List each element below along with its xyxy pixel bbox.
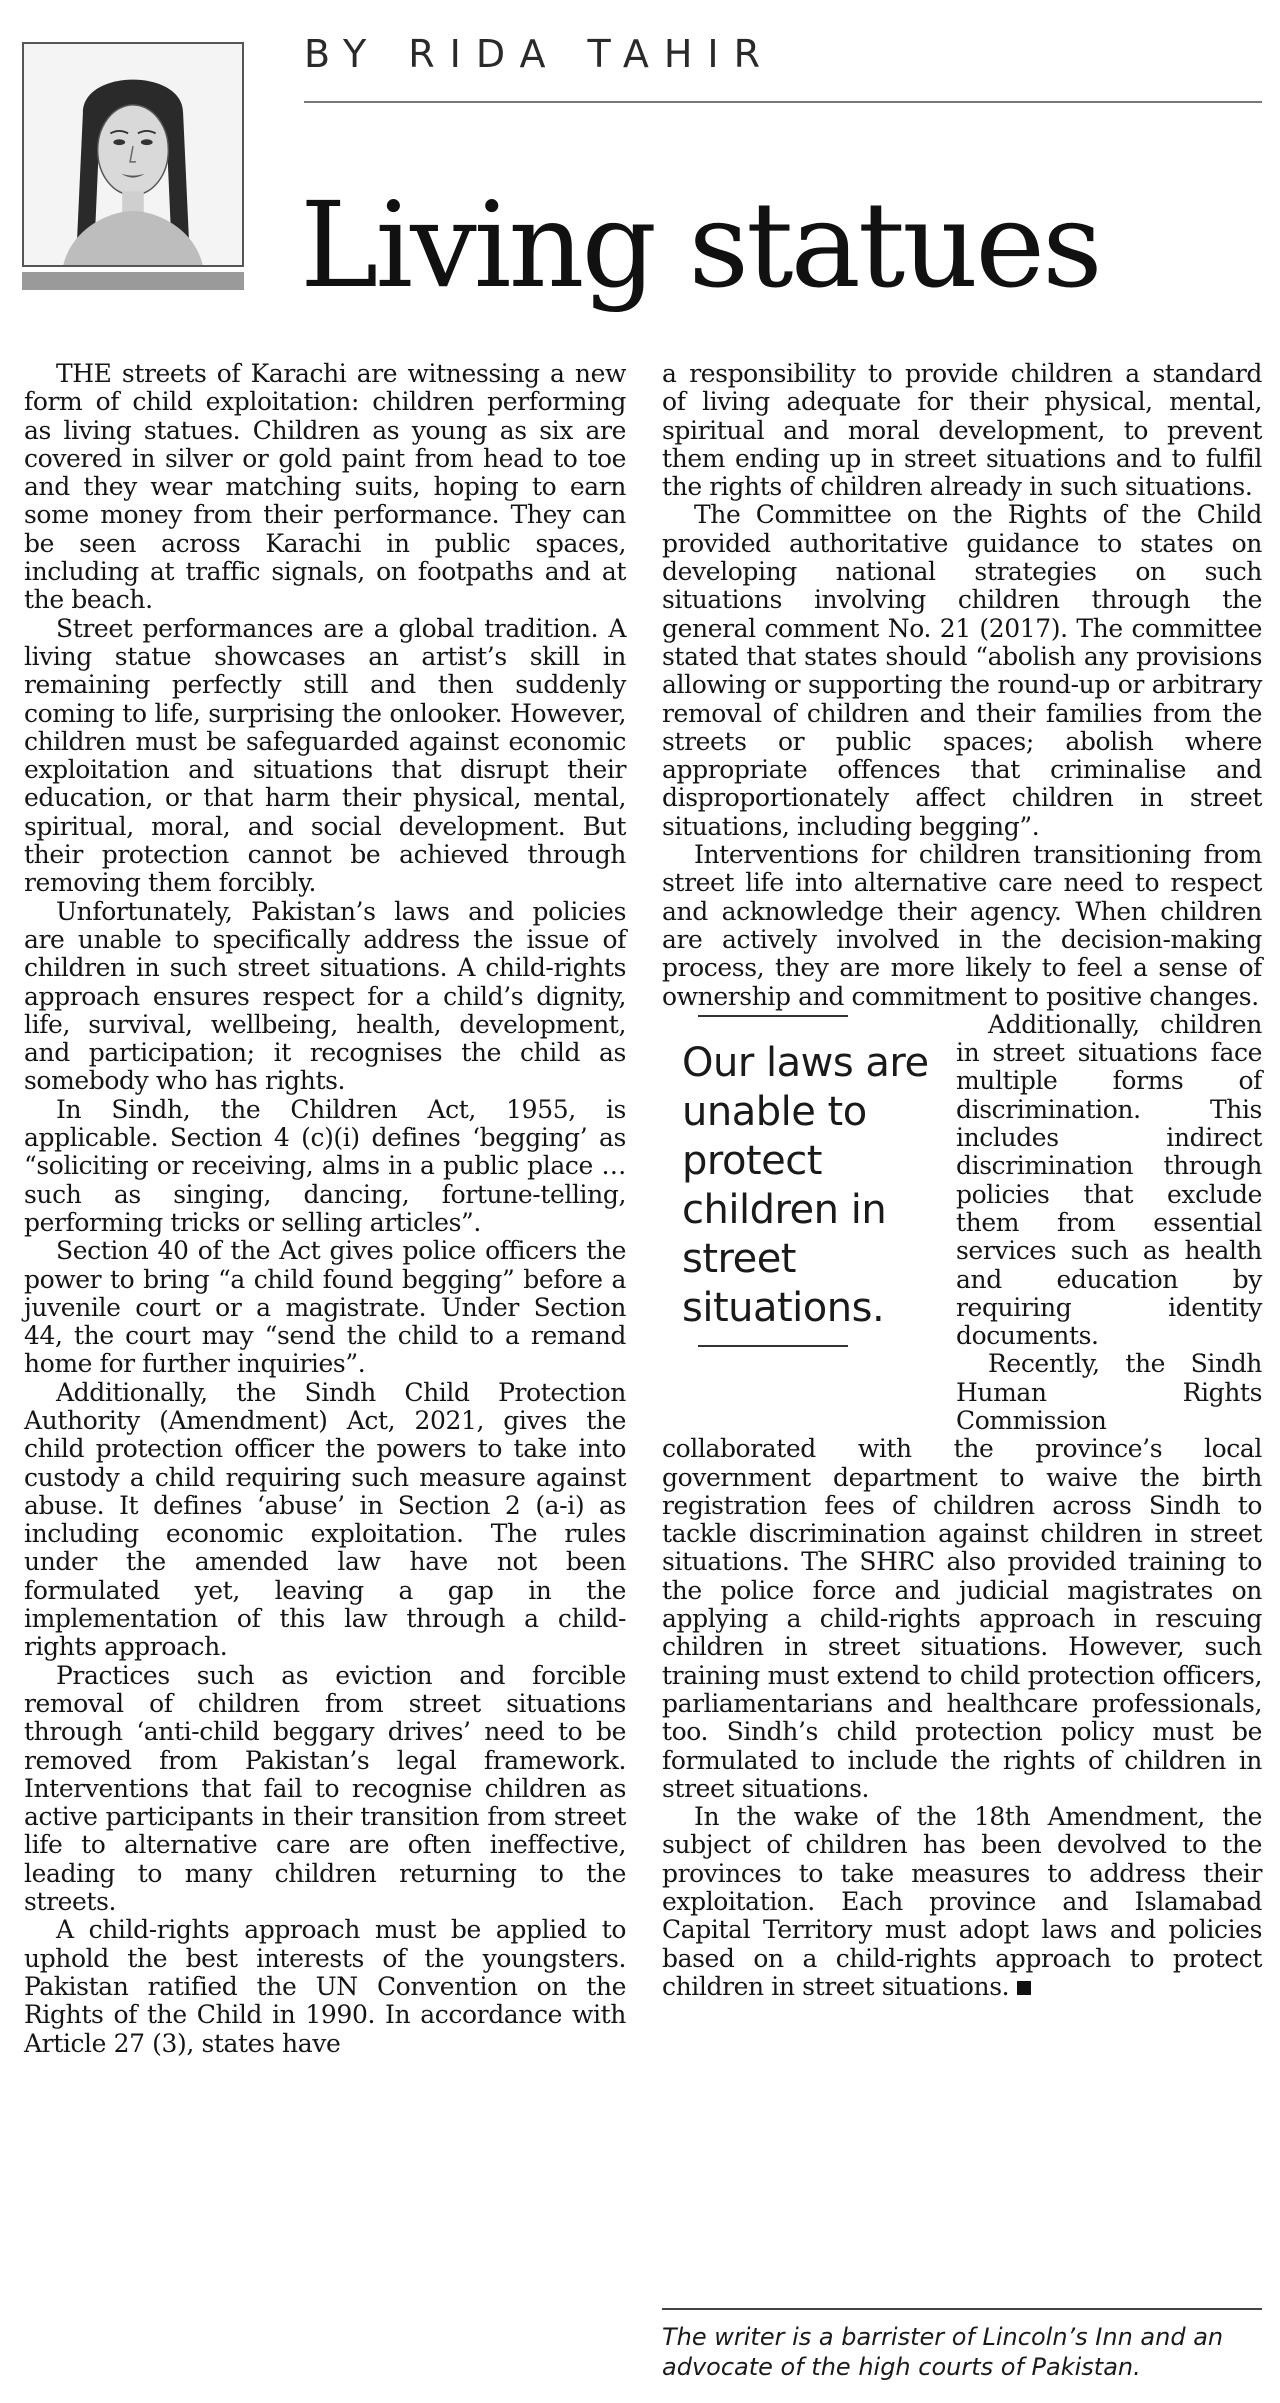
pull-quote-rule-bottom: [698, 1345, 848, 1347]
paragraph: The Committee on the Rights of the Child provided authoritative guidance to states on developing national strategies on such situations involving children through the general comment No. 21 (2017). The committee stated that states should “abolish any provisions allowing or supporting the round-up or arbitrary removal of children and their families from the streets or public spaces; abolish where appropriate offences that criminalise and disproportionately affect children in street situations, including begging”.: [662, 500, 1262, 841]
author-footnote: The writer is a barrister of Lincoln’s Inn and an advocate of the high courts of Pakistan.: [662, 2323, 1224, 2381]
paragraph: Additionally, children in street situations face multiple forms of discrimination. This includes indirect discrimination through policies that exclude them from essential services such as health and education by requiring identity documents.: [956, 1009, 1262, 1351]
article-column-1: [24, 360, 626, 2058]
paragraph: a responsibility to provide children a standard of living adequate for their physical, mental, spiritual and moral development, to prevent them ending up in street situations and to fulfil the rights of children already in such situations.: [662, 359, 1262, 502]
author-portrait: [22, 42, 244, 267]
paragraph: Practices such as eviction and forcible removal of children from street situations through ‘anti-child beggary drives’ need to be removed from Pakistan’s legal framework. Interventions that fail to recognise children as active participants in their transition from street life to alternative care are often ineffective, leading to many children returning to the streets.: [24, 1660, 626, 1917]
paragraph: THE streets of Karachi are witnessing a new form of child exploitation: children performing as living statues. Children as young as six are covered in silver or gold paint from head to toe and they wear matching suits, hoping to earn some money from their performance. They can be seen across Karachi in public spaces, including at traffic signals, on footpaths and at the beach.: [24, 359, 626, 615]
footnote-rule: [662, 2308, 1262, 2310]
paragraph: In Sindh, the Children Act, 1955, is applicable. Section 4 (c)(i) defines ‘begging’ as “soliciting or receiving, alms in a public place … such as singing, dancing, fortune-telling, performing tricks or selling articles”.: [24, 1094, 626, 1237]
paragraph: Section 40 of the Act gives police officers the power to bring “a child found begging” before a juvenile court or a magistrate. Under Section 44, the court may “send the child to a remand home for further inquiries”.: [24, 1236, 626, 1379]
pull-quote: Our laws are unable to protect children in street situations.: [682, 1039, 929, 1331]
headline: Living statues: [300, 176, 1100, 314]
byline-rule: [304, 101, 1262, 103]
pull-quote-rule-top: [698, 1015, 848, 1017]
byline: BY RIDA TAHIR: [304, 32, 776, 76]
paragraph: Street performances are a global tradition. A living statue showcases an artist’s skill in remaining perfectly still and then suddenly coming to life, surprising the onlooker. However, children must be safeguarded against economic exploitation and situations that disrupt their education, or that harm their physical, mental, spiritual, moral, and social development. But their protection cannot be achieved through removing them forcibly.: [24, 613, 626, 898]
paragraph: Additionally, the Sindh Child Protection Authority (Amendment) Act, 2021, gives the child protection officer the powers to take into custody a child requiring such measure against abuse. It defines ‘abuse’ in Section 2 (a-i) as including economic exploitation. The rules under the amended law have not been formulated yet, leaving a gap in the implementation of this law through a child-rights approach.: [24, 1377, 626, 1662]
end-of-article-mark: [1017, 1981, 1031, 1995]
paragraph: A child-rights approach must be applied to uphold the best interests of the youngsters. Pakistan ratified the UN Convention on the Rights of the Child in 1990. In accordance with Article 27 (3), states have: [24, 1915, 626, 2058]
paragraph-final: [662, 1803, 1262, 2001]
paragraph: Interventions for children transitioning from street life into alternative care need to respect and acknowledge their agency. When children are actively involved in the decision-making process, they are more likely to feel a sense of ownership and commitment to positive changes.: [662, 840, 1262, 1011]
author-portrait-drawing: [24, 44, 242, 265]
paragraph-final-text: In the wake of the 18th Amendment, the subject of children has been devolved to the provinces to take measures to address their exploitation. Each province and Islamabad Capital Territory must adopt laws and policies based on a child-rights approach to protect children in street situations.: [662, 1802, 1262, 2001]
article-column-2: [662, 360, 1262, 2001]
portrait-caption-bar: [22, 272, 244, 290]
paragraph: Recently, the Sindh Human Rights Commission collaborated with the province’s local government department to waive the birth registration fees of children across Sindh to tackle discrimination against children in street situations. The SHRC also provided training to the police force and judicial magistrates on applying a child-rights approach in rescuing children in street situations. However, such training must extend to child protection officers, parliamentarians and healthcare professionals, too. Sindh’s child protection policy must be formulated to include the rights of children in street situations.: [662, 1349, 1262, 1803]
paragraph: Unfortunately, Pakistan’s laws and policies are unable to specifically address the issue of children in such street situations. A child-rights approach ensures respect for a child’s dignity, life, survival, wellbeing, health, development, and participation; it recognises the child as somebody who has rights.: [24, 896, 626, 1096]
pull-quote-box: [662, 1015, 942, 1413]
